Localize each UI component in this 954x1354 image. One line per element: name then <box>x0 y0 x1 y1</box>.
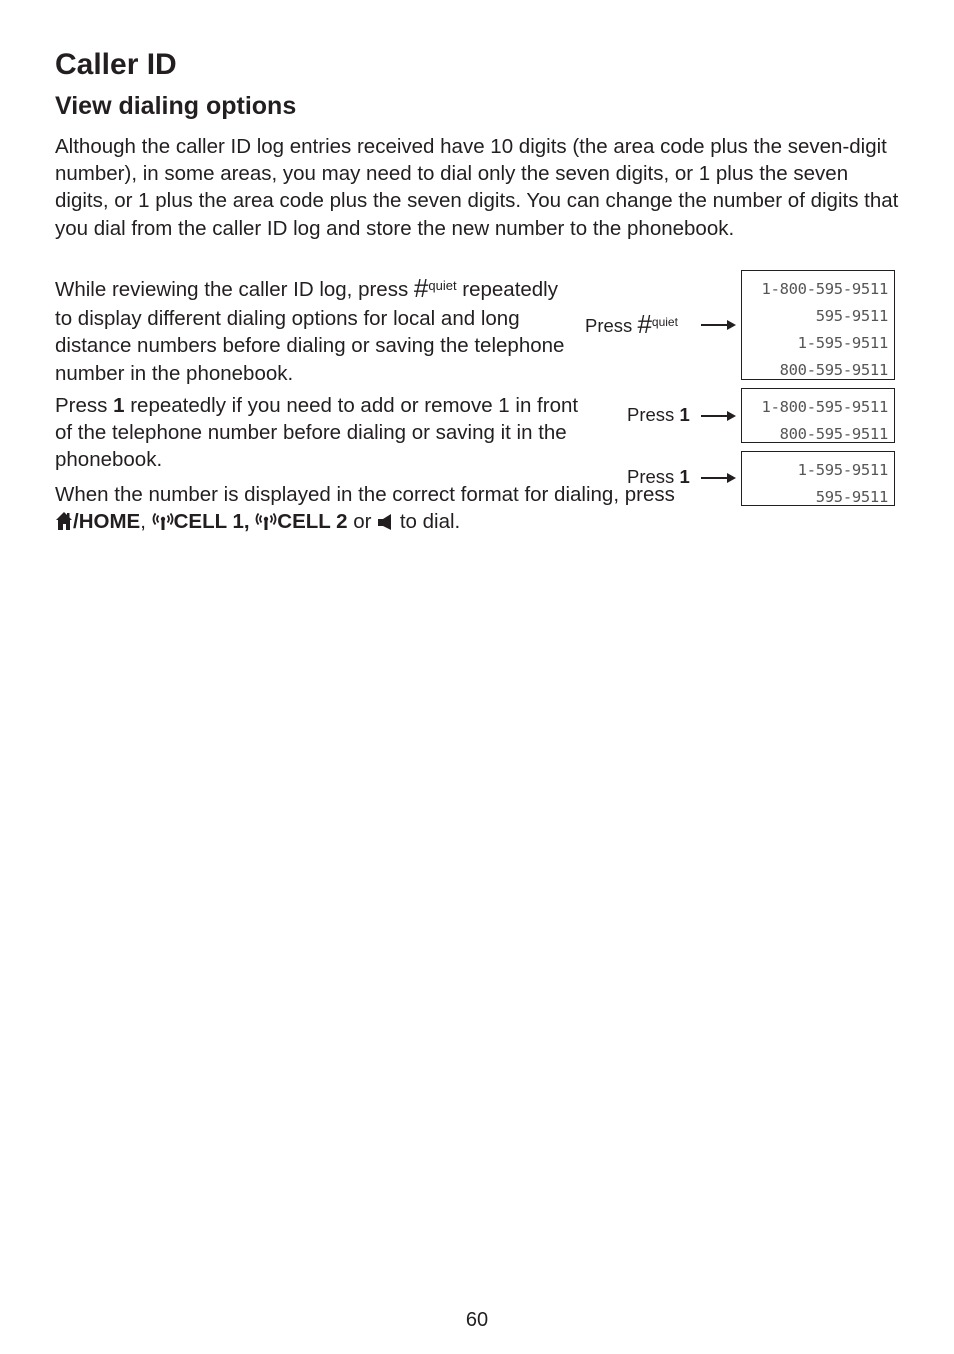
cell2-label: CELL 2 <box>277 510 348 534</box>
lcd-line: 800-595-9511 <box>779 361 888 379</box>
page-title: Caller ID <box>55 48 177 81</box>
para2-text-b: repeatedly to display different dialing options for local and long distance numbers before dialing or saving the telephone number in the phonebook. <box>55 278 565 385</box>
press-one-label <box>627 466 690 488</box>
hash-key-icon: # <box>413 273 429 303</box>
para3-text-b: repeatedly if you need to add or remove 1 in front of the telephone number before dialing or saving it in the phonebook. <box>55 394 579 472</box>
lcd-line: 1-595-9511 <box>797 334 888 352</box>
lcd-line: 1-800-595-9511 <box>761 280 888 298</box>
press-hash-label <box>585 309 678 339</box>
key-one: 1 <box>679 466 690 487</box>
quiet-label: quiet <box>428 278 457 293</box>
lcd-line: 1-595-9511 <box>797 461 888 479</box>
home-label: /HOME <box>73 510 141 534</box>
lcd-screen-3 <box>741 451 895 506</box>
cell-signal-icon <box>255 513 277 531</box>
cell1-label: CELL 1, <box>173 510 250 534</box>
para3-text-a: Press <box>55 394 114 417</box>
section-subtitle: View dialing options <box>55 92 297 120</box>
press-word: Press <box>585 315 633 336</box>
para2-text-a: While reviewing the caller ID log, press <box>55 278 414 301</box>
para4-text-a: When the number is displayed in the correct format for dialing, press <box>55 483 675 506</box>
key-one: 1 <box>113 394 125 417</box>
comma: , <box>140 510 152 534</box>
press-word: Press <box>627 404 675 425</box>
lcd-line: 595-9511 <box>815 488 888 506</box>
arrow-right-icon <box>701 318 737 332</box>
hash-instructions-paragraph <box>55 273 575 387</box>
lcd-line: 800-595-9511 <box>779 425 888 443</box>
lcd-line: 595-9511 <box>815 307 888 325</box>
dial-paragraph <box>55 481 675 535</box>
lcd-line: 1-800-595-9511 <box>761 398 888 416</box>
home-icon <box>55 511 73 531</box>
intro-paragraph: Although the caller ID log entries received have 10 digits (the area code plus the seven-digit number), in some areas, you may need to dial only the seven digits, or 1 plus the seven digits, or 1 plus the area code plus the seven digits. You can change the number of digits that you dial from the caller ID log and store the new number to the phonebook. <box>55 135 899 240</box>
hash-key-icon: # <box>637 309 652 339</box>
press-one-label <box>627 404 690 426</box>
page-number: 60 <box>465 1309 489 1331</box>
or-text: or <box>347 510 378 534</box>
lcd-screen-2 <box>741 388 895 443</box>
key-one: 1 <box>679 404 690 425</box>
press-word: Press <box>627 466 675 487</box>
arrow-right-icon <box>701 409 737 423</box>
cell-signal-icon <box>152 513 174 531</box>
arrow-right-icon <box>701 471 737 485</box>
quiet-label: quiet <box>651 315 678 329</box>
lcd-screen-1 <box>741 270 895 380</box>
speaker-icon <box>377 513 394 531</box>
to-dial-text: to dial. <box>394 510 461 534</box>
press-one-paragraph <box>55 392 595 474</box>
